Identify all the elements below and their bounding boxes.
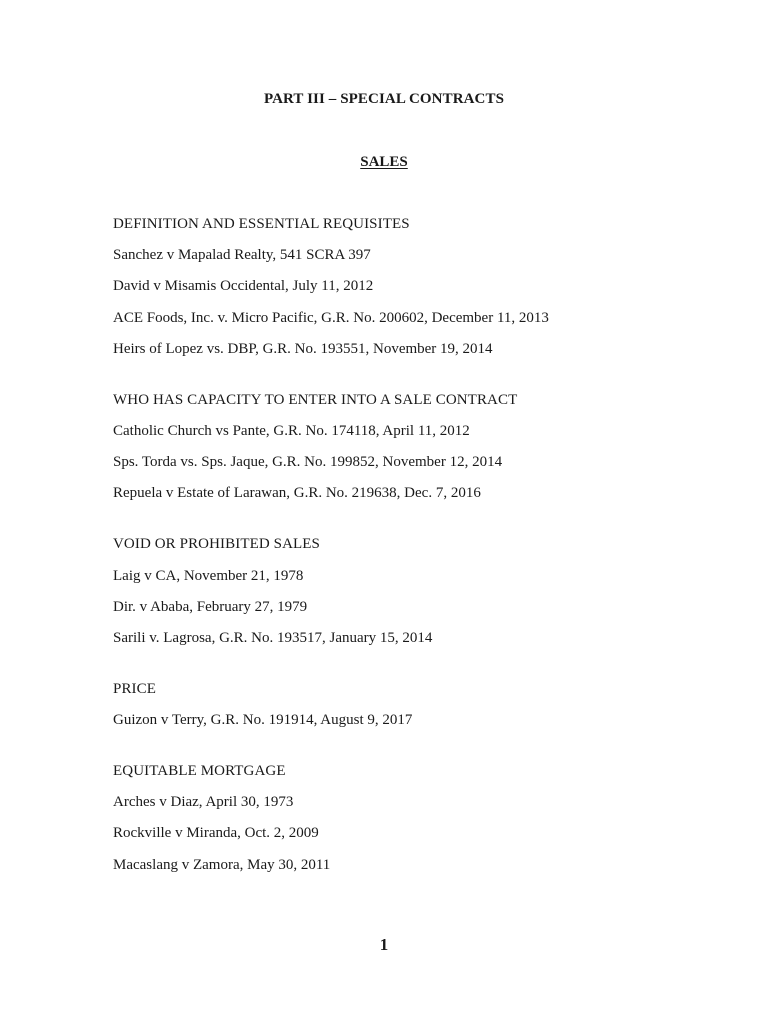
case-citation: Sanchez v Mapalad Realty, 541 SCRA 397 (113, 247, 371, 264)
case-citation: David v Misamis Occidental, July 11, 2012 (113, 278, 374, 295)
case-citation: Sarili v. Lagrosa, G.R. No. 193517, January 15, 2014 (113, 629, 433, 646)
page-number: 1 (379, 935, 389, 954)
topic-heading: EQUITABLE MORTGAGE (113, 763, 286, 780)
topic-heading: WHO HAS CAPACITY TO ENTER INTO A SALE CONTRACT (113, 391, 518, 408)
case-citation: Arches v Diaz, April 30, 1973 (113, 794, 294, 811)
topic-group-equitable-mortgage (113, 761, 733, 875)
topic-heading: DEFINITION AND ESSENTIAL REQUISITES (113, 216, 410, 232)
part-title: PART III – SPECIAL CONTRACTS (263, 91, 505, 107)
topic-group-capacity (113, 390, 733, 504)
topic-group-price (113, 679, 733, 730)
section-title: SALES (360, 154, 408, 170)
case-citation: Catholic Church vs Pante, G.R. No. 174118, April 11, 2012 (113, 422, 470, 439)
case-citation: Heirs of Lopez vs. DBP, G.R. No. 193551, November 19, 2014 (113, 340, 493, 357)
topic-group-void-sales (113, 534, 733, 648)
case-citation: Repuela v Estate of Larawan, G.R. No. 219638, Dec. 7, 2016 (113, 485, 481, 502)
case-citation: Sps. Torda vs. Sps. Jaque, G.R. No. 199852, November 12, 2014 (113, 454, 503, 471)
case-citation: Rockville v Miranda, Oct. 2, 2009 (113, 825, 319, 842)
topic-heading: PRICE (113, 680, 157, 697)
case-list (113, 214, 733, 906)
topic-group-definition (113, 214, 733, 359)
case-citation: ACE Foods, Inc. v. Micro Pacific, G.R. No. 200602, December 11, 2013 (113, 309, 549, 326)
case-citation: Laig v CA, November 21, 1978 (113, 567, 304, 584)
case-citation: Guizon v Terry, G.R. No. 191914, August 9, 2017 (113, 712, 413, 729)
topic-heading: VOID OR PROHIBITED SALES (113, 536, 320, 553)
case-citation: Dir. v Ababa, February 27, 1979 (113, 598, 308, 615)
case-citation: Macaslang v Zamora, May 30, 2011 (113, 856, 331, 873)
